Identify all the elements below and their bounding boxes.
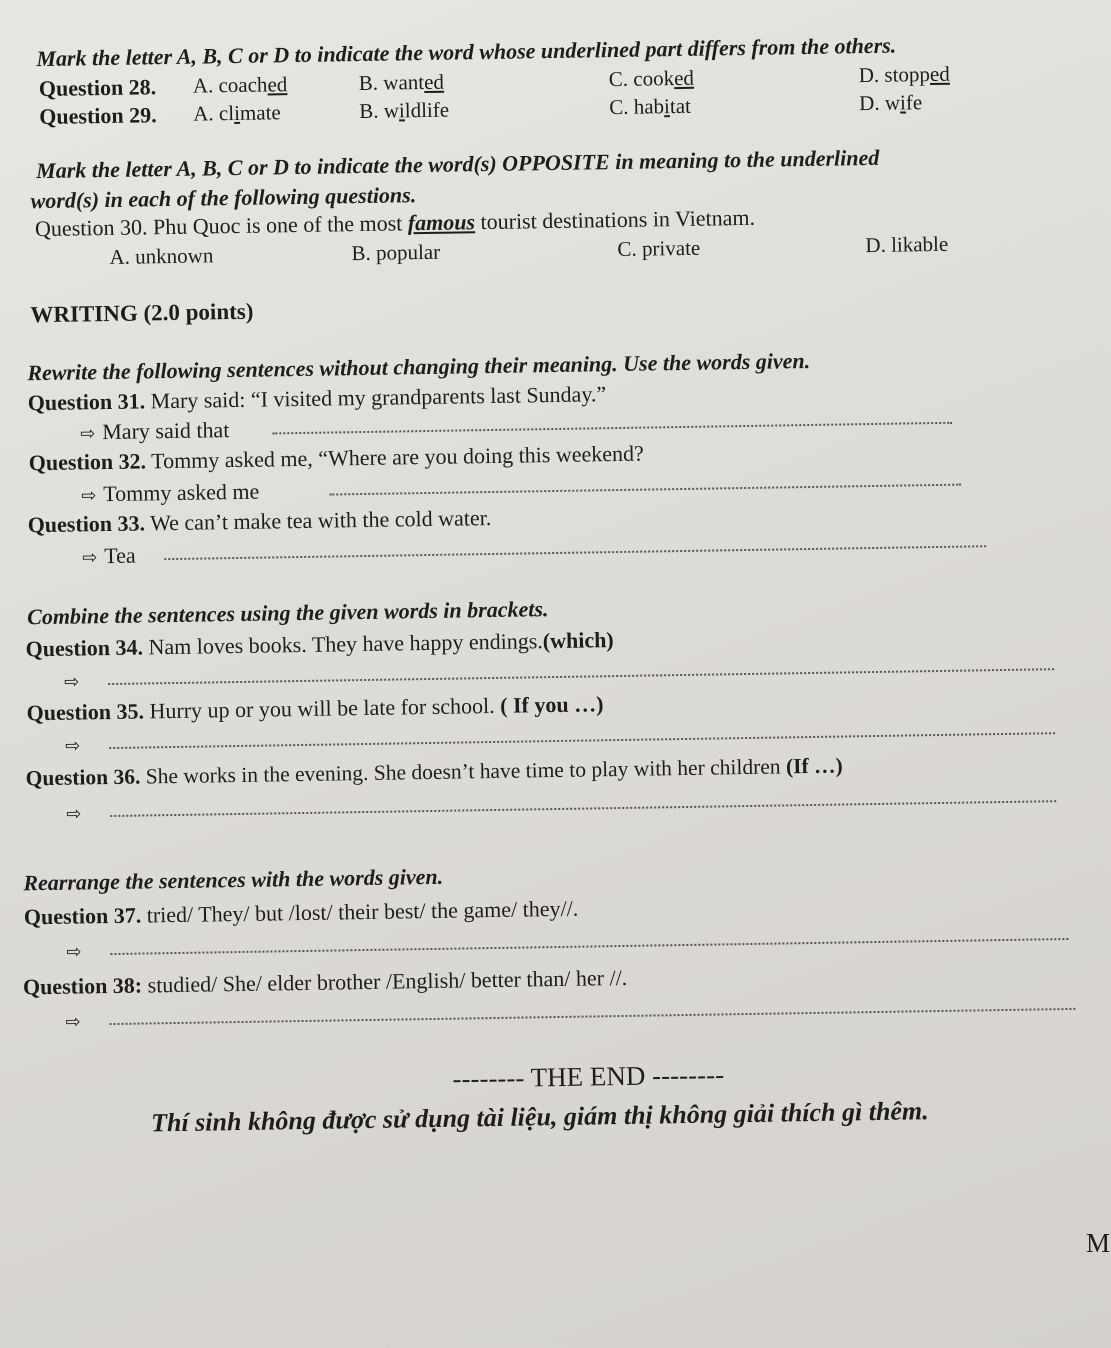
right-arrow-icon: ⇨ (65, 1011, 81, 1033)
underlined-part: ed (673, 65, 695, 91)
q30-option-d[interactable]: D. likable (865, 231, 949, 258)
option-text: D. stopp (858, 62, 931, 88)
right-arrow-icon: ⇨ (82, 547, 98, 569)
q29-option-a[interactable] (193, 100, 281, 126)
question-label: Question 37. (23, 902, 142, 930)
question-text: Hurry up or you will be late for school. (143, 692, 501, 724)
option-text: C. hab (609, 94, 665, 120)
q28-option-d[interactable] (859, 62, 950, 88)
bracket-hint: (which) (542, 627, 614, 654)
right-arrow-icon: ⇨ (65, 735, 81, 757)
answer-35-line[interactable] (109, 732, 1055, 749)
question-text: tried/ They/ but /lost/ their best/ the game/ they//. (141, 895, 579, 928)
q30-option-a[interactable]: A. unknown (109, 243, 214, 269)
answer-34-prompt (64, 667, 86, 693)
answer-34-line[interactable] (108, 668, 1054, 685)
right-arrow-icon: ⇨ (64, 671, 80, 693)
answer-36-prompt (66, 799, 88, 825)
option-text: tat (669, 93, 692, 119)
right-arrow-icon: ⇨ (80, 423, 96, 445)
answer-stem: Tea (104, 542, 136, 569)
corner-fragment-text: M (1086, 1228, 1111, 1258)
question-text: Tommy asked me, “Where are you doing this weekend? (145, 440, 645, 474)
the-end (452, 1059, 724, 1094)
underlined-part: ed (267, 72, 288, 97)
question-32 (29, 441, 644, 477)
answer-stem: Mary said that (102, 417, 230, 445)
question-text: Question 30. Phu Quoc is one of the most (34, 210, 408, 242)
answer-31-line[interactable] (272, 422, 952, 435)
underlined-part: i (233, 100, 241, 125)
option-text: fe (905, 90, 923, 115)
question-33 (28, 505, 492, 538)
question-label: Question 36. (25, 764, 141, 791)
question-text: Nam loves books. They have happy endings. (142, 628, 543, 660)
option-text: mate (239, 100, 281, 125)
question-28-label: Question 28. (38, 74, 157, 102)
question-38 (23, 965, 628, 1000)
answer-38-prompt (65, 1007, 87, 1033)
option-text: A. coach (192, 72, 268, 98)
question-text: tourist destinations in Vietnam. (474, 204, 756, 235)
dash-rule-left: -------- (452, 1062, 525, 1094)
right-arrow-icon: ⇨ (66, 941, 82, 963)
writing-heading: WRITING (2.0 points) (30, 298, 254, 328)
q28-option-c[interactable] (609, 66, 695, 92)
question-text: We can’t make tea with the cold water. (144, 505, 492, 536)
answer-31-prompt (80, 417, 229, 445)
answer-32-line[interactable] (329, 484, 961, 496)
exam-note: Thí sinh không được sử dụng tài liệu, giám thị không giải thích gì thêm. (150, 1096, 929, 1138)
option-text: ldlife (404, 97, 450, 123)
right-arrow-icon: ⇨ (81, 485, 97, 507)
dash-rule-right: -------- (651, 1059, 725, 1091)
question-36 (26, 754, 843, 792)
answer-37-prompt (66, 937, 88, 963)
instruction-opposite-line2: word(s) in each of the following questions. (30, 182, 417, 214)
answer-37-line[interactable] (110, 938, 1068, 955)
question-text: Mary said: “I visited my grandparents last Sunday.” (144, 381, 607, 414)
question-29-label: Question 29. (39, 102, 157, 130)
instruction-opposite-line1: Mark the letter A, B, C or D to indicate the word(s) OPPOSITE in meaning to the underlined (35, 144, 880, 184)
answer-stem: Tommy asked me (103, 478, 260, 507)
option-text: C. cook (608, 66, 675, 92)
question-label: Question 32. (28, 448, 147, 476)
option-text: D. w (859, 90, 901, 116)
answer-33-prompt (82, 543, 136, 570)
option-text: B. want (358, 70, 425, 96)
option-text: B. w (359, 98, 400, 124)
question-text: studied/ She/ elder brother /English/ better than/ her //. (141, 964, 628, 998)
question-34 (25, 627, 613, 662)
instruction-rearrange: Rearrange the sentences with the words given. (23, 863, 444, 896)
q30-option-c[interactable]: C. private (617, 235, 701, 261)
answer-35-prompt (65, 731, 87, 757)
underlined-part: i (899, 90, 907, 115)
the-end-text: THE END (530, 1060, 646, 1093)
question-label: Question 35. (26, 698, 145, 726)
underlined-part: ed (423, 69, 445, 95)
answer-32-prompt (81, 479, 259, 508)
instruction-pronunciation: Mark the letter A, B, C or D to indicate the word whose underlined part differs from the others. (36, 32, 897, 72)
answer-33-line[interactable] (164, 545, 986, 560)
question-text: She works in the evening. She doesn’t have time to play with her children (140, 754, 787, 789)
question-35 (26, 691, 603, 726)
question-37 (24, 896, 579, 931)
option-text: A. cl (193, 100, 235, 126)
underlined-part: ed (929, 61, 950, 87)
q28-option-b[interactable] (359, 70, 445, 96)
right-arrow-icon: ⇨ (66, 803, 82, 825)
question-label: Question 33. (27, 510, 146, 538)
answer-36-line[interactable] (110, 800, 1056, 817)
underlined-part: i (398, 98, 405, 123)
q30-option-b[interactable]: B. popular (351, 239, 441, 266)
instruction-combine: Combine the sentences using the given words in brackets. (26, 596, 549, 630)
underlined-word: famous (407, 209, 476, 236)
q29-option-c[interactable] (609, 94, 691, 120)
question-label: Question 31. (27, 388, 146, 416)
question-label: Question 38: (22, 972, 143, 1000)
q29-option-d[interactable] (859, 90, 922, 116)
answer-38-line[interactable] (110, 1008, 1076, 1025)
instruction-rewrite: Rewrite the following sentences without changing their meaning. Use the words given. (27, 347, 811, 386)
q28-option-a[interactable] (193, 72, 288, 98)
bracket-hint: ( If you …) (499, 691, 604, 718)
question-label: Question 34. (25, 634, 144, 662)
question-31 (28, 381, 607, 416)
bracket-hint: (If …) (785, 753, 843, 779)
q29-option-b[interactable] (359, 98, 449, 124)
underlined-part: i (663, 94, 671, 119)
